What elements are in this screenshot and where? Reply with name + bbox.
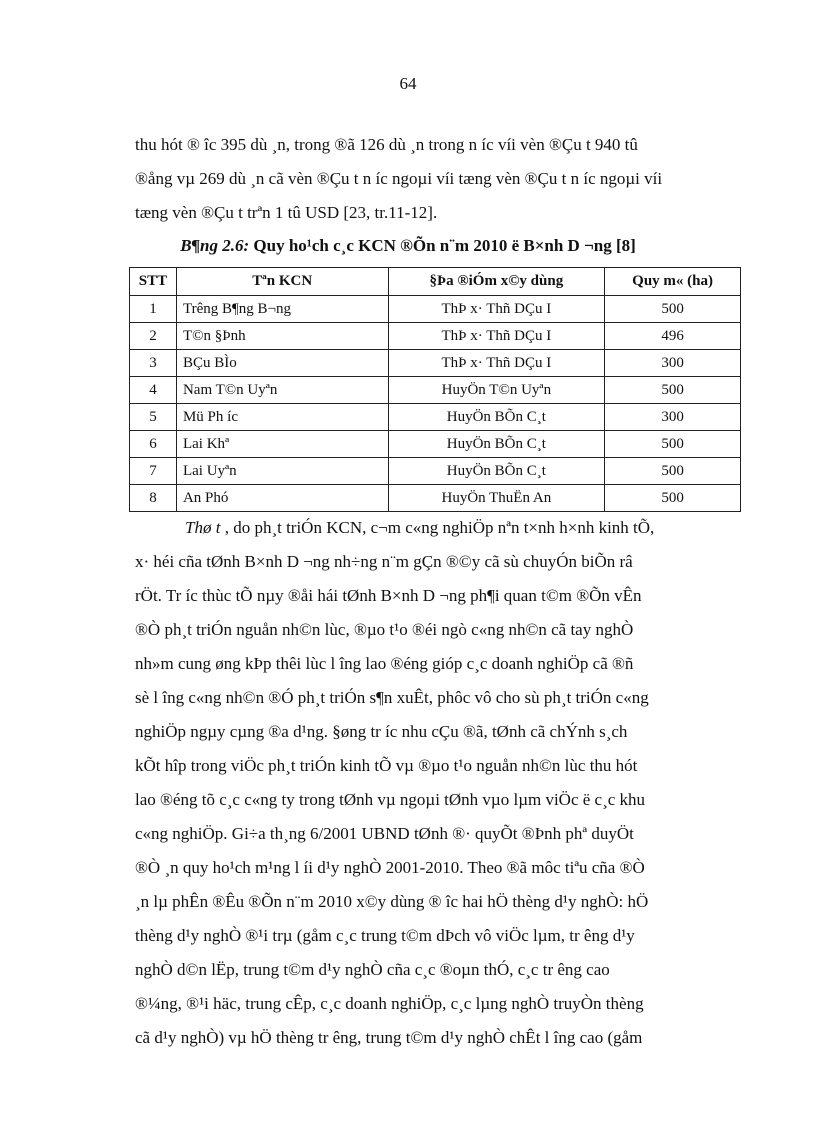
- text-line-italic: Thø t: [185, 518, 225, 537]
- cell-name: Lai Uyªn: [176, 458, 388, 485]
- text-line: ®Ò ¸n quy ho¹ch m¹ng l íi d¹y nghÒ 2001-2010. Theo ®ã môc tiªu cña ®Ò: [135, 858, 645, 877]
- table-row: [130, 350, 741, 377]
- text-line: ¸n lµ phÊn ®Êu ®Õn n¨m 2010 x©y dùng ® îc hai hÖ thèng d¹y nghÒ: hÖ: [135, 892, 649, 911]
- text-line: sè l îng c«ng nh©n ®Ó ph¸t triÓn s¶n xuÊt, phôc vô cho sù ph¸t triÓn c«ng: [135, 688, 649, 707]
- cell-location: ThÞ x· Thñ DÇu I: [388, 323, 605, 350]
- cell-name: Mü Ph íc: [176, 404, 388, 431]
- text-line: x· héi cña tØnh B×nh D ¬ng nh÷ng n¨m gÇn ®©y cã sù chuyÓn biÕn râ: [135, 552, 633, 571]
- table-caption-text: Quy ho¹ch c¸c KCN ®Õn n¨m 2010 ë B×nh D ¬ng [8]: [249, 236, 636, 255]
- cell-stt: 4: [130, 377, 177, 404]
- text-line: tæng vèn ®Çu t trªn 1 tû USD [23, tr.11-12].: [135, 203, 438, 222]
- cell-name: Trêng B¶ng B¬ng: [176, 296, 388, 323]
- text-line: thèng d¹y nghÒ ®¹i trµ (gåm c¸c trung t©m dÞch vô viÖc lµm, tr êng d¹y: [135, 926, 635, 945]
- header-scale: Quy m« (ha): [605, 268, 741, 296]
- cell-scale: 300: [605, 350, 741, 377]
- cell-location: HuyÖn ThuËn An: [388, 485, 605, 512]
- cell-name: Nam T©n Uyªn: [176, 377, 388, 404]
- table-row: [130, 458, 741, 485]
- table-caption-label: B¶ng 2.6:: [180, 236, 250, 255]
- cell-location: ThÞ x· Thñ DÇu I: [388, 350, 605, 377]
- cell-stt: 7: [130, 458, 177, 485]
- cell-stt: 2: [130, 323, 177, 350]
- cell-location: ThÞ x· Thñ DÇu I: [388, 296, 605, 323]
- text-line: kÕt hîp trong viÖc ph¸t triÓn kinh tÕ vµ ®µo t¹o nguån nh©n lùc thu hót: [135, 756, 638, 775]
- table-row: [130, 431, 741, 458]
- cell-scale: 500: [605, 296, 741, 323]
- text-line: lao ®éng tõ c¸c c«ng ty trong tØnh vµ ngoµi tØnh vµo lµm viÖc ë c¸c khu: [135, 790, 646, 809]
- cell-location: HuyÖn BÕn C¸t: [388, 431, 605, 458]
- text-line: thu hót ® îc 395 dù ¸n, trong ®ã 126 dù ¸n trong n íc víi vèn ®Çu t 940 tû: [135, 135, 638, 154]
- text-line: cã d¹y nghÒ) vµ hÖ thèng tr êng, trung t©m d¹y nghÒ chÊt l îng cao (gåm: [135, 1028, 643, 1047]
- text-line: [135, 511, 740, 545]
- table-header-row: [130, 268, 741, 296]
- text-line-rest: , do ph¸t triÓn KCN, c¬m c«ng nghiÖp nªn t×nh h×nh kinh tÕ,: [224, 518, 655, 537]
- cell-stt: 3: [130, 350, 177, 377]
- cell-stt: 6: [130, 431, 177, 458]
- table-row: [130, 485, 741, 512]
- cell-scale: 500: [605, 431, 741, 458]
- header-stt: STT: [130, 268, 177, 296]
- cell-stt: 1: [130, 296, 177, 323]
- cell-location: HuyÖn T©n Uyªn: [388, 377, 605, 404]
- table-row: [130, 323, 741, 350]
- cell-scale: 500: [605, 485, 741, 512]
- cell-name: Lai Khª: [176, 431, 388, 458]
- text-line: ®ång vµ 269 dù ¸n cã vèn ®Çu t n íc ngoµi víi tæng vèn ®Çu t n íc ngoµi víi: [135, 169, 663, 188]
- header-location: §Þa ®iÓm x©y dùng: [388, 268, 605, 296]
- text-line: rÖt. Tr íc thùc tÕ nµy ®åi hái tØnh B×nh D ¬ng ph¶i quan t©m ®Õn vÊn: [135, 586, 642, 605]
- cell-name: An Phó: [176, 485, 388, 512]
- cell-stt: 5: [130, 404, 177, 431]
- table-row: [130, 296, 741, 323]
- table-row: [130, 377, 741, 404]
- text-line: nghÒ d©n lËp, trung t©m d¹y nghÒ cña c¸c ®oµn thÓ, c¸c tr êng cao: [135, 960, 610, 979]
- page-number: 64: [399, 74, 417, 93]
- industrial-zone-table: [129, 267, 741, 512]
- cell-scale: 500: [605, 377, 741, 404]
- header-name: Tªn KCN: [176, 268, 388, 296]
- cell-name: T©n §Þnh: [176, 323, 388, 350]
- intro-paragraph: [135, 128, 740, 230]
- table-caption: [0, 236, 816, 256]
- cell-name: BÇu BÌo: [176, 350, 388, 377]
- cell-location: HuyÖn BÕn C¸t: [388, 404, 605, 431]
- body-paragraph: [135, 511, 740, 1055]
- cell-location: HuyÖn BÕn C¸t: [388, 458, 605, 485]
- cell-scale: 300: [605, 404, 741, 431]
- table-row: [130, 404, 741, 431]
- text-line: nh»m cung øng kÞp thêi lùc l îng lao ®éng gióp c¸c doanh nghiÖp cã ®ñ: [135, 654, 634, 673]
- cell-scale: 496: [605, 323, 741, 350]
- text-line: ®¼ng, ®¹i häc, trung cÊp, c¸c doanh nghiÖp, c¸c lµng nghÒ truyÒn thèng: [135, 994, 644, 1013]
- cell-scale: 500: [605, 458, 741, 485]
- text-line: ®Ò ph¸t triÓn nguån nh©n lùc, ®µo t¹o ®éi ngò c«ng nh©n cã tay nghÒ: [135, 620, 634, 639]
- text-line: nghiÖp ngµy cµng ®a d¹ng. §øng tr íc nhu cÇu ®ã, tØnh cã chÝnh s¸ch: [135, 722, 628, 741]
- cell-stt: 8: [130, 485, 177, 512]
- text-line: c«ng nghiÖp. Gi÷a th¸ng 6/2001 UBND tØnh ®· quyÕt ®Þnh phª duyÖt: [135, 824, 634, 843]
